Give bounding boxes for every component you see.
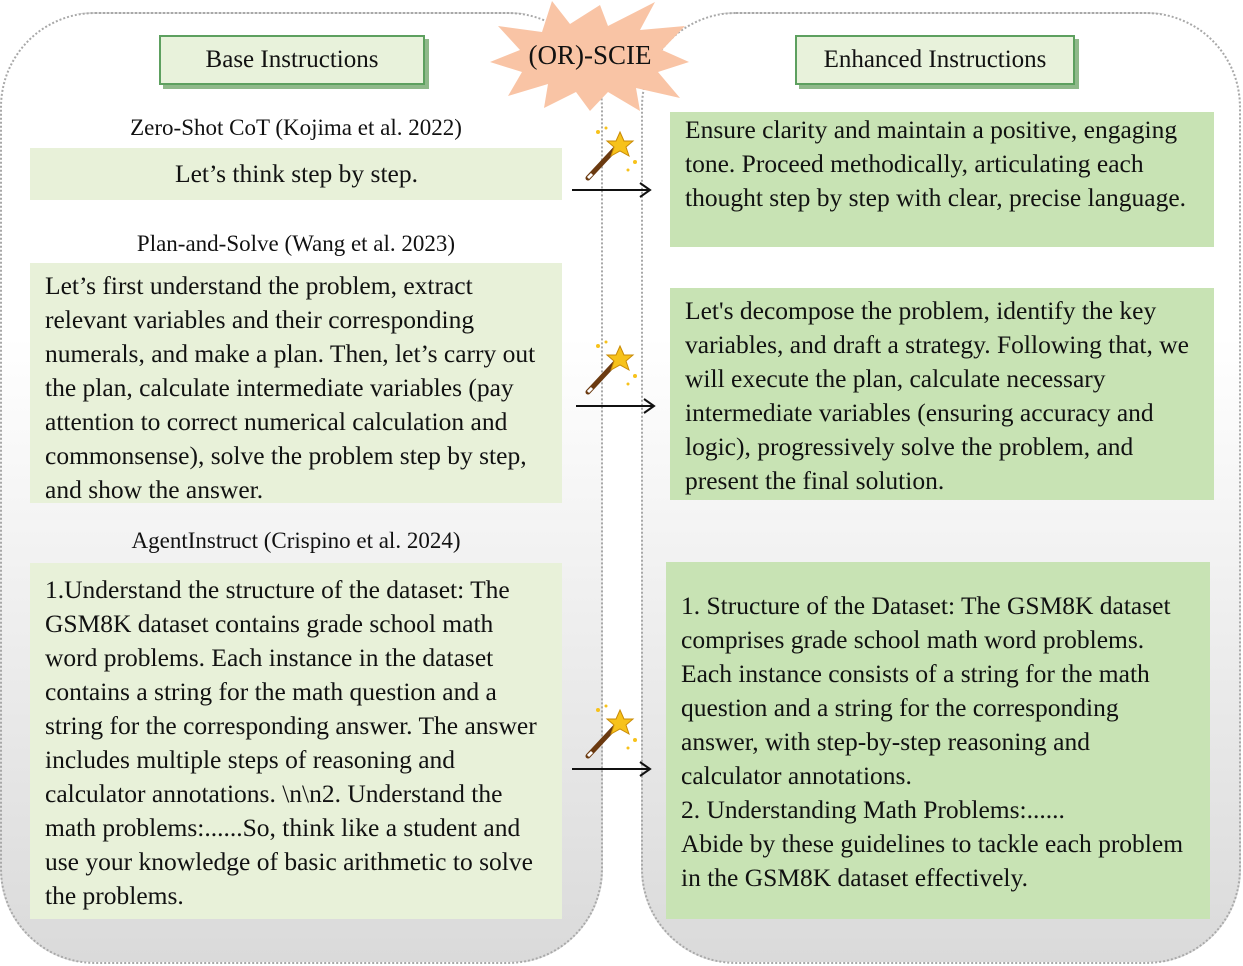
- magic-wand-icon: [580, 122, 640, 182]
- right-arrow-icon: [572, 759, 654, 779]
- zero-shot-cot-caption: Zero-Shot CoT (Kojima et al. 2022): [130, 115, 462, 140]
- enhanced-agentinstruct-part1: 1. Structure of the Dataset: The GSM8K dataset comprises grade school math word problems. Each instance consists of a string for the math question and a string for the corresponding answer, with step-by-step reasoning and calculator annotations.: [681, 591, 1171, 790]
- enhanced-zero-shot-instruction: Ensure clarity and maintain a positive, engaging tone. Proceed methodically, articulating each thought step by step with clear, precise language.: [670, 112, 1214, 247]
- plan-and-solve-caption: Plan-and-Solve (Wang et al. 2023): [136, 231, 456, 256]
- right-arrow-icon: [576, 396, 658, 416]
- magic-wand-icon: [580, 700, 640, 760]
- plan-and-solve-instruction: Let’s first understand the problem, extract relevant variables and their corresponding numerals, and make a plan. Then, let’s carry out the plan, calculate intermediate variables (pay attention to correct numerical calculation and commonsense), solve the problem step by step, and show the answer.: [30, 263, 562, 503]
- enhanced-agentinstruct-part3: Abide by these guidelines to tackle each problem in the GSM8K dataset effectively.: [681, 829, 1184, 892]
- agentinstruct-instruction: 1.Understand the structure of the dataset: The GSM8K dataset contains grade school math word problems. Each instance in the dataset contains a string for the math question and a string for the corresponding answer. The answer includes multiple steps of reasoning and calculator annotations. \n\n2. Understand the math problems:......So, think like a student and use your knowledge of basic arithmetic to solve the problems.: [30, 563, 562, 919]
- or-scie-badge: [490, 0, 690, 112]
- right-arrow-icon: [572, 180, 654, 200]
- enhanced-agentinstruct-part2: 2. Understanding Math Problems:......: [681, 795, 1065, 824]
- enhanced-agentinstruct-instruction: [666, 562, 1210, 919]
- agentinstruct-caption: AgentInstruct (Crispino et al. 2024): [131, 528, 461, 553]
- zero-shot-cot-instruction: Let’s think step by step.: [30, 148, 562, 200]
- enhanced-plan-and-solve-instruction: Let's decompose the problem, identify the key variables, and draft a strategy. Following that, we will execute the plan, calculate necessary intermediate variables (ensuring accuracy and logic), progressively solve the problem, and present the final solution.: [670, 288, 1214, 500]
- base-instructions-title: Base Instructions: [159, 35, 425, 85]
- badge-label: (OR)-SCIE: [528, 40, 652, 70]
- magic-wand-icon: [580, 336, 640, 396]
- enhanced-instructions-title: Enhanced Instructions: [795, 35, 1075, 85]
